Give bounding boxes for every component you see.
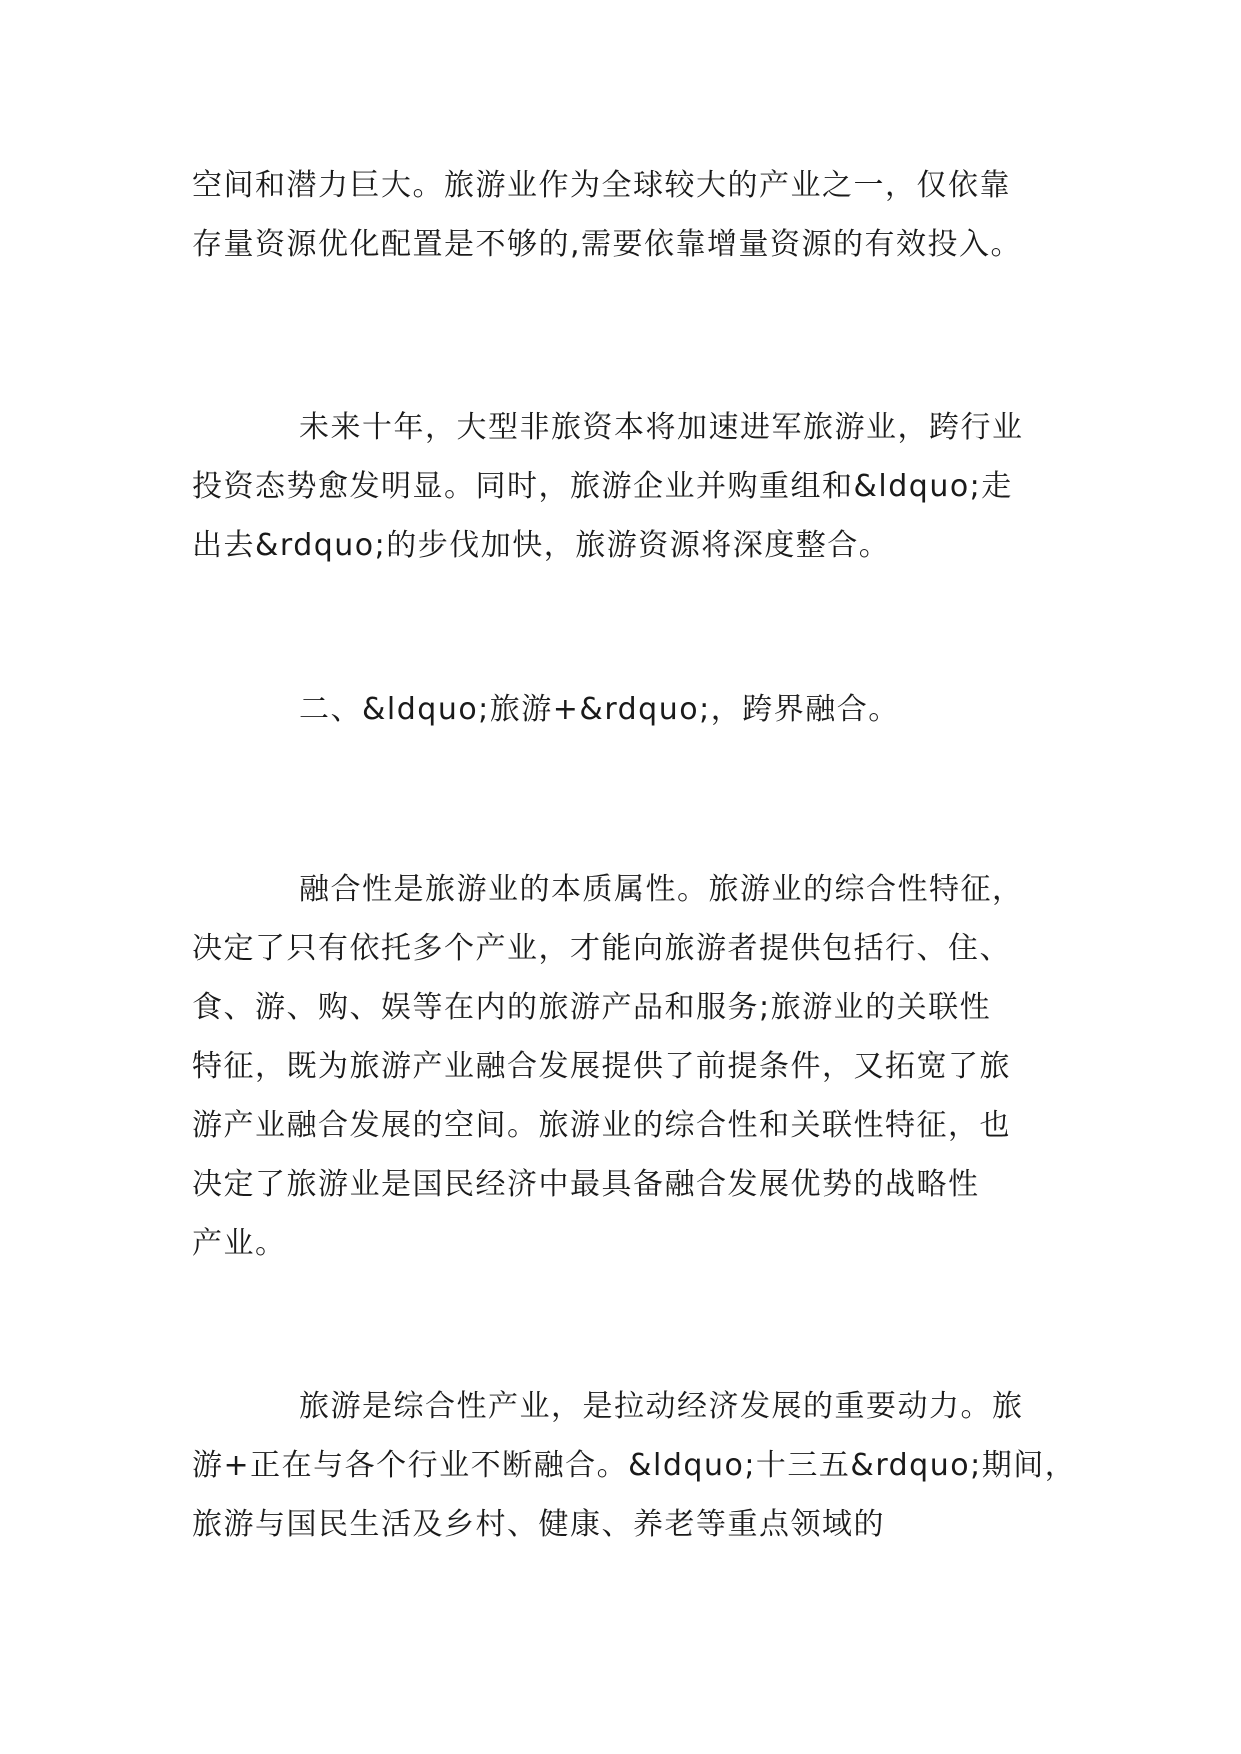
section-heading: [192, 680, 1092, 739]
text-line: 决定了只有依托多个产业，才能向旅游者提供包括行、住、: [192, 931, 1011, 966]
text-line: 空间和潜力巨大。旅游业作为全球较大的产业之一，仅依靠: [192, 168, 1011, 203]
paragraph-4: [192, 860, 1092, 1273]
text-line: 旅游是综合性产业，是拉动经济发展的重要动力。旅: [299, 1389, 1024, 1424]
text-line: 存量资源优化配置是不够的,需要依靠增量资源的有效投入。: [192, 227, 1023, 262]
text-line: 决定了旅游业是国民经济中最具备融合发展优势的战略性: [192, 1167, 980, 1202]
text-line: 旅游与国民生活及乡村、健康、养老等重点领域的: [192, 1507, 885, 1542]
text-line: 游产业融合发展的空间。旅游业的综合性和关联性特征，也: [192, 1108, 1011, 1143]
text-line: 产业。: [192, 1226, 287, 1261]
text-line: 游+正在与各个行业不断融合。&ldquo;十三五&rdquo;期间，: [192, 1448, 1077, 1483]
text-line: 未来十年，大型非旅资本将加速进军旅游业，跨行业: [299, 410, 1024, 445]
heading-text: 二、&ldquo;旅游+&rdquo;，跨界融合。: [299, 692, 900, 727]
text-line: 出去&rdquo;的步伐加快，旅游资源将深度整合。: [192, 528, 891, 563]
text-line: 食、游、购、娱等在内的旅游产品和服务;旅游业的关联性: [192, 990, 992, 1025]
text-line: 融合性是旅游业的本质属性。旅游业的综合性特征，: [299, 872, 1024, 907]
paragraph-5: [192, 1377, 1092, 1554]
paragraph-2: [192, 398, 1092, 575]
paragraph-1: [192, 156, 1092, 274]
text-line: 投资态势愈发明显。同时，旅游企业并购重组和&ldquo;走: [192, 469, 1013, 504]
text-line: 特征，既为旅游产业融合发展提供了前提条件，又拓宽了旅: [192, 1049, 1011, 1084]
